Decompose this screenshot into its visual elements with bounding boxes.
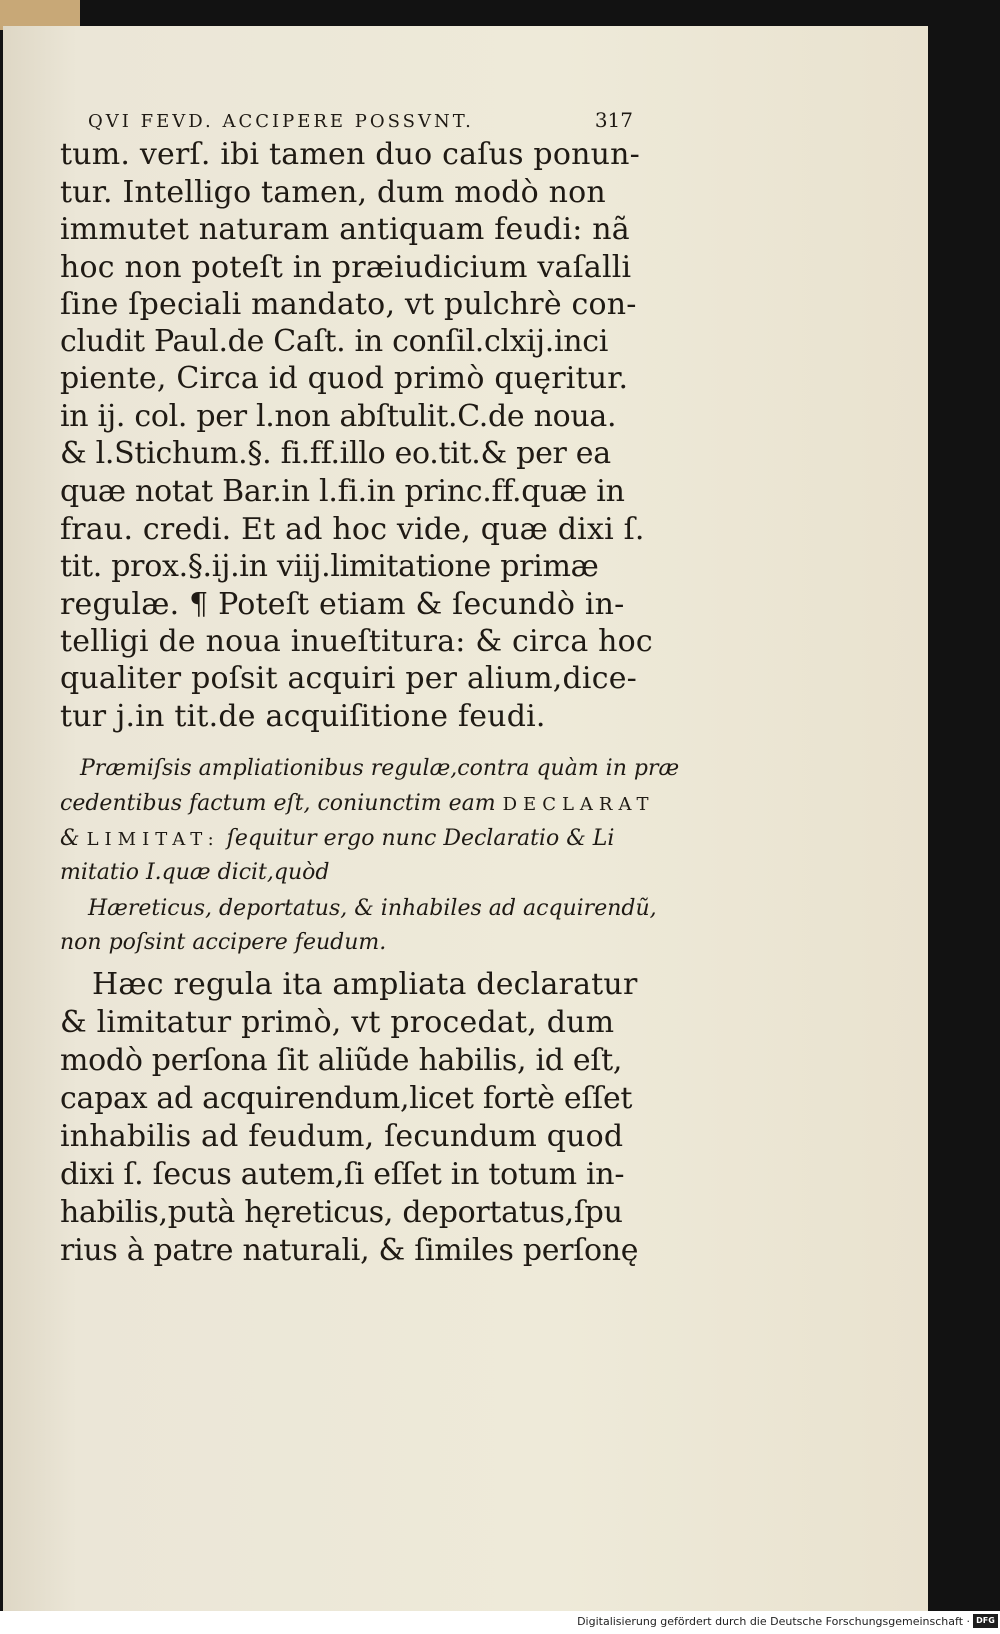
- text-line: tum. verſ. ibi tamen duo caſus ponun-: [60, 137, 640, 172]
- text-line: habilis,putà hęreticus, deportatus,ſpu: [60, 1195, 623, 1230]
- text-line: quæ notat Bar.in l.fi.in princ.ff.quæ in: [60, 474, 625, 509]
- text-line: ſine ſpeciali mandato, vt pulchrè con-: [60, 287, 637, 322]
- footer-bar: [0, 1611, 1000, 1634]
- text-line: modò perſona ſit aliũde habilis, id eſt,: [60, 1043, 623, 1078]
- text-line: in ij. col. per l.non abſtulit.C.de noua.: [60, 399, 617, 434]
- text-line: & limitatur primò, vt procedat, dum: [60, 1005, 615, 1040]
- text-line: telligi de noua inueſtitura: & circa hoc: [60, 624, 653, 659]
- summary-line: [60, 828, 640, 850]
- running-head: [88, 108, 633, 132]
- text-line: tur. Intelligo tamen, dum modò non: [60, 175, 606, 210]
- text-line: piente, Circa id quod primò quęritur.: [60, 361, 629, 396]
- summary-caps: LIMITAT:: [86, 829, 220, 850]
- text-line: inhabilis ad feudum, ſecundum quod: [60, 1119, 624, 1154]
- text-line: regulæ. ¶ Poteſt etiam & ſecundò in-: [60, 587, 625, 622]
- text-line: cludit Paul.de Caſt. in conſil.clxij.inci: [60, 324, 609, 359]
- text-line: tur j.in tit.de acquiſitione feudi.: [60, 699, 546, 734]
- text-line: tit. prox.§.ij.in viij.limitatione primæ: [60, 549, 599, 584]
- summary-line: Præmiſsis ampliationibus regulæ,contra quàm in præ: [80, 756, 680, 781]
- funding-credit: Digitalisierung gefördert durch die Deutsche Forschungsgemeinschaft ·: [577, 1615, 970, 1628]
- text-line: & l.Stichum.§. fi.ff.illo eo.tit.& per ea: [60, 436, 611, 471]
- text-line: immutet naturam antiquam feudi: nã: [60, 212, 630, 247]
- running-title: QVI FEVD. ACCIPERE POSSVNT.: [88, 111, 474, 132]
- rule-line: non poſsint accipere feudum.: [60, 930, 387, 955]
- text-line: hoc non poteſt in præiudicium vaſalli: [60, 250, 632, 285]
- text-line: dixi ſ. ſecus autem,ſi eſſet in totum in-: [60, 1157, 625, 1192]
- page-number: 317: [594, 108, 633, 132]
- dfg-logo: DFG: [973, 1614, 998, 1628]
- summary-text: cedentibus factum eſt, coniunctim eam: [60, 791, 496, 816]
- summary-line: mitatio I.quæ dicit,quòd: [60, 860, 330, 885]
- summary-text: ſequitur ergo nunc Declaratio & Li: [226, 826, 615, 851]
- summary-caps: DECLARAT: [502, 794, 655, 815]
- text-line: capax ad acquirendum,licet fortè eſſet: [60, 1081, 633, 1116]
- text-line: Hæc regula ita ampliata declaratur: [92, 967, 638, 1002]
- rule-line: Hæreticus, deportatus, & inhabiles ad acquirendũ,: [88, 896, 657, 921]
- summary-line: [60, 791, 655, 816]
- text-line: frau. credi. Et ad hoc vide, quæ dixi ſ.: [60, 512, 645, 547]
- summary-text: &: [60, 826, 80, 851]
- text-line: qualiter poſsit acquiri per alium,dice-: [60, 661, 638, 696]
- text-line: rius à patre naturali, & ſimiles perſonę: [60, 1233, 639, 1268]
